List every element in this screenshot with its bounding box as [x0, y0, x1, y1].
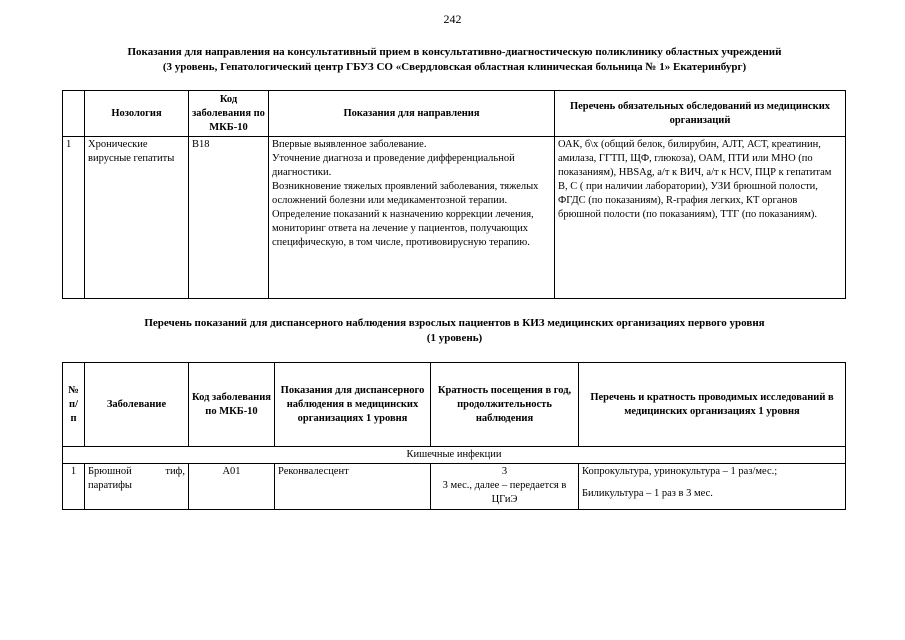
- header-indications: Показания для диспансерного наблюдения в медицинских организациях 1 уровня: [275, 363, 431, 447]
- indication-2: Уточнение диагноза и проведение дифференциальной диагностики.: [272, 153, 515, 178]
- row-frequency: [431, 464, 579, 510]
- header-indications: Показания для направления: [269, 91, 555, 137]
- section1-title-line1: Показания для направления на консультативный прием в консультативно-диагностическую поликлинику областных учреждений: [127, 46, 782, 58]
- row-disease: Брюшной тиф, паратифы: [85, 464, 189, 510]
- indication-4: Определение показаний к назначению коррекции лечения, мониторинг ответа на лечение у пациентов, получающих специфическую, в том числе, противовирусную терапию.: [272, 209, 534, 248]
- row-exams: ОАК, б\х (общий белок, билирубин, АЛТ, АСТ, креатинин, амилаза, ГГТП, ЩФ, глюкоза), ОАМ, ПТИ или МНО (по показаниям), HBSAg, а/т к ВИЧ, а/т к HCV, ПЦР к гепатитам В, С ( при наличии лаборатории), УЗИ брюшной полости, ФГДС (по показаниям), R-графия легких, КТ органов брюшной полости (по показаниям), ТТГ (по показаниям).: [555, 137, 846, 299]
- indication-1: Впервые выявленное заболевание.: [272, 139, 427, 150]
- header-num: [63, 91, 85, 137]
- frequency-duration: 3 мес., далее – передается в ЦГиЭ: [442, 480, 567, 505]
- section2-title-line1: Перечень показаний для диспансерного наблюдения взрослых пациентов в КИЗ медицинских организациях первого уровня: [144, 317, 765, 329]
- group-intestinal-infections: Кишечные инфекции: [63, 447, 846, 464]
- referral-table-header: [63, 91, 846, 137]
- exam-1: Копрокультура, уринокультура – 1 раз/мес.;: [582, 466, 778, 477]
- header-code: Код заболевания по МКБ-10: [189, 363, 275, 447]
- frequency-count: 3: [501, 466, 508, 477]
- header-exams: Перечень обязательных обследований из медицинских организаций: [555, 91, 846, 137]
- referral-table: [62, 90, 846, 299]
- dispensary-table: [62, 362, 846, 510]
- section2-title: [62, 316, 847, 346]
- header-nosology: Нозология: [85, 91, 189, 137]
- row-num: 1: [63, 464, 85, 510]
- table-row: [63, 464, 846, 510]
- row-indications: [269, 137, 555, 299]
- row-code: А01: [189, 464, 275, 510]
- row-indication: Реконвалесцент: [275, 464, 431, 510]
- section1-title: [62, 45, 847, 75]
- row-num: 1: [63, 137, 85, 299]
- section1-title-line2: (3 уровень, Гепатологический центр ГБУЗ СО «Свердловская областная клиническая больница № 1» Екатеринбург): [162, 61, 747, 73]
- page-number: 242: [443, 12, 462, 26]
- row-nosology: Хронические вирусные гепатиты: [85, 137, 189, 299]
- exam-2: Биликультура – 1 раз в 3 мес.: [582, 488, 713, 499]
- dispensary-table-header: [63, 363, 846, 447]
- table-row: [63, 137, 846, 299]
- header-code: Код заболевания по МКБ-10: [189, 91, 269, 137]
- row-exams: [579, 464, 846, 510]
- indication-3: Возникновение тяжелых проявлений заболевания, тяжелых осложнений болезни или медикаментозной терапии.: [272, 181, 539, 206]
- header-disease: Заболевание: [85, 363, 189, 447]
- header-exams: Перечень и кратность проводимых исследований в медицинских организациях 1 уровня: [579, 363, 846, 447]
- row-code: B18: [189, 137, 269, 299]
- header-num: № п/п: [63, 363, 85, 447]
- header-frequency: Кратность посещения в год, продолжительность наблюдения: [431, 363, 579, 447]
- group-row: [63, 447, 846, 464]
- section2-title-line2: (1 уровень): [426, 332, 483, 344]
